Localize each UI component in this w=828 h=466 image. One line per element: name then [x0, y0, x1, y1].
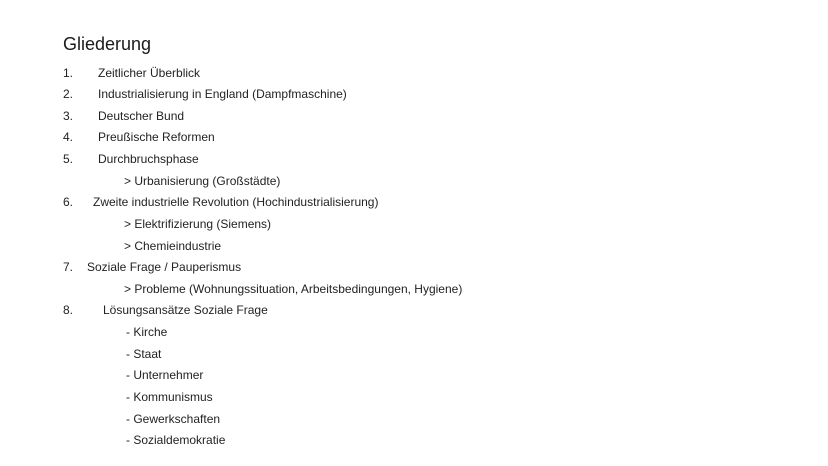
- list-number: 8.: [63, 303, 74, 317]
- page-title: Gliederung: [63, 34, 152, 54]
- list-text: Preußische Reformen: [98, 130, 215, 144]
- list-text: Soziale Frage / Pauperismus: [87, 260, 242, 274]
- list-number: 4.: [63, 130, 74, 144]
- list-text: > Chemieindustrie: [124, 239, 222, 253]
- list-number: 3.: [63, 109, 74, 123]
- list-number: 7.: [63, 260, 74, 274]
- list-number: 6.: [63, 195, 74, 209]
- list-text: - Gewerkschaften: [126, 412, 221, 426]
- list-number: 5.: [63, 152, 74, 166]
- list-text: > Elektrifizierung (Siemens): [124, 217, 272, 231]
- list-text: Durchbruchsphase: [98, 152, 199, 166]
- list-text: - Unternehmer: [126, 368, 204, 382]
- list-text: - Kirche: [126, 325, 168, 339]
- list-number: 1.: [63, 66, 74, 80]
- list-text: - Sozialdemokratie: [126, 433, 226, 447]
- list-text: Deutscher Bund: [98, 109, 185, 123]
- list-text: Zweite industrielle Revolution (Hochindustrialisierung): [93, 195, 379, 209]
- list-number: 2.: [63, 87, 74, 101]
- list-text: > Probleme (Wohnungssituation, Arbeitsbedingungen, Hygiene): [124, 282, 463, 296]
- list-text: Lösungsansätze Soziale Frage: [103, 303, 268, 317]
- list-text: - Kommunismus: [126, 390, 213, 404]
- list-text: Industrialisierung in England (Dampfmaschine): [98, 87, 347, 101]
- list-text: Zeitlicher Überblick: [98, 66, 201, 80]
- list-text: - Staat: [126, 347, 162, 361]
- list-text: > Urbanisierung (Großstädte): [124, 174, 281, 188]
